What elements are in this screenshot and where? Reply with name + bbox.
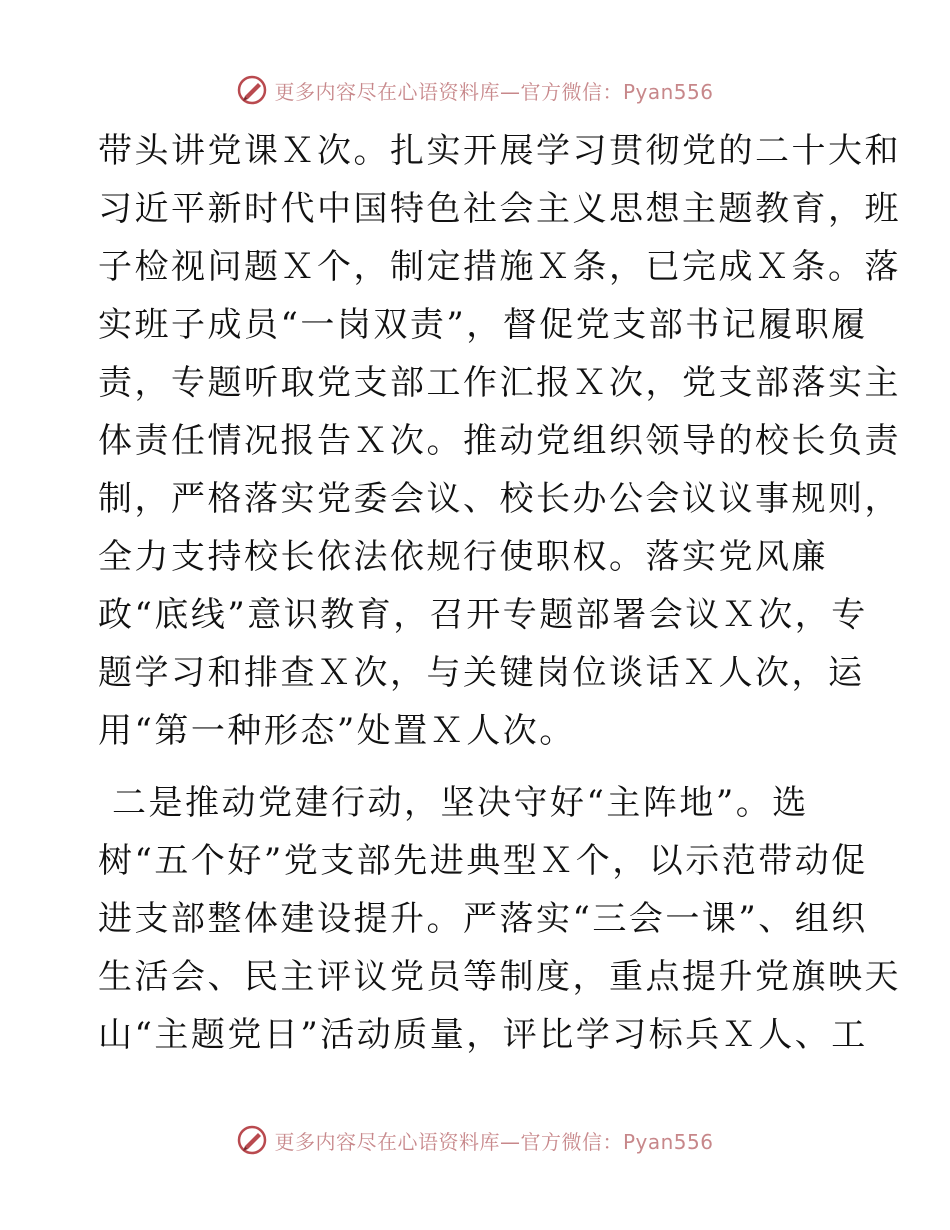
pen-logo-icon — [236, 74, 268, 106]
paragraph-2 — [98, 774, 901, 1064]
text-line: 树“五个好”党支部先进典型Ｘ个，以示范带动促 — [98, 841, 868, 881]
text-line: 带头讲党课Ｘ次。扎实开展学习贯彻党的二十大和 — [98, 131, 901, 171]
document-body — [98, 122, 901, 1064]
header-watermark — [0, 70, 950, 110]
text-line: 生活会、民主评议党员等制度，重点提升党旗映天 — [98, 957, 901, 997]
text-line: 子检视问题Ｘ个，制定措施Ｘ条，已完成Ｘ条。落 — [98, 247, 901, 287]
text-line: 山“主题党日”活动质量，评比学习标兵Ｘ人、工 — [98, 1015, 868, 1055]
text-line: 题学习和排查Ｘ次，与关键岗位谈话Ｘ人次，运 — [98, 653, 865, 693]
text-line: 全力支持校长依法依规行使职权。落实党风廉 — [98, 537, 828, 577]
text-line: 习近平新时代中国特色社会主义思想主题教育，班 — [98, 189, 901, 229]
text-line: 进支部整体建设提升。严落实“三会一课”、组织 — [98, 899, 868, 939]
footer-watermark — [0, 1120, 950, 1160]
watermark-text: 更多内容尽在心语资料库—官方微信：Pyan556 — [274, 1129, 714, 1154]
text-line: 二是推动党建行动，坚决守好“主阵地”。选 — [112, 783, 809, 823]
text-line: 实班子成员“一岗双责”，督促党支部书记履职履 — [98, 305, 868, 345]
text-line: 体责任情况报告Ｘ次。推动党组织领导的校长负责 — [98, 421, 901, 461]
text-line: 用“第一种形态”处置Ｘ人次。 — [98, 711, 576, 751]
paragraph-1 — [98, 122, 901, 760]
pen-logo-icon — [236, 1124, 268, 1156]
text-line: 责，专题听取党支部工作汇报Ｘ次，党支部落实主 — [98, 363, 901, 403]
text-line: 政“底线”意识教育，召开专题部署会议Ｘ次，专 — [98, 595, 868, 635]
text-line: 制，严格落实党委会议、校长办公会议议事规则， — [98, 479, 901, 519]
watermark-text: 更多内容尽在心语资料库—官方微信：Pyan556 — [274, 79, 714, 104]
